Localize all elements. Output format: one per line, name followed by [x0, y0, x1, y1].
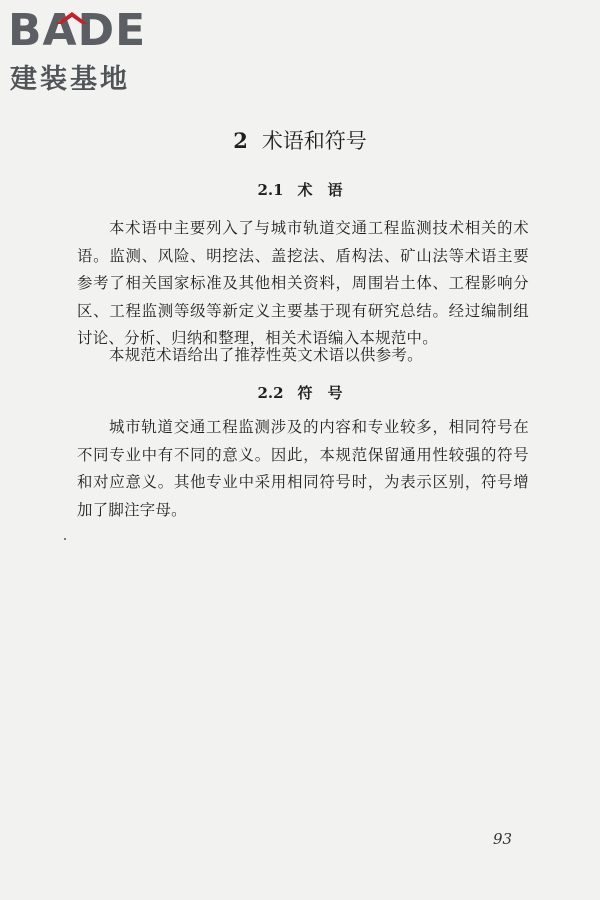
- terms-paragraph-1: 本术语中主要列入了与城市轨道交通工程监测技术相关的术语。监测、风险、明挖法、盖挖法、盾构法、矿山法等术语主要参考了相关国家标准及其他相关资料，周围岩土体、工程影响分区、工程监测等级等新定义主要基于现有研究总结。经过编制组讨论、分析、归纳和整理，相关术语编入本规范中。: [77, 219, 529, 347]
- logo-wordmark: BADE: [8, 5, 147, 56]
- section-heading-terms: [0, 180, 600, 200]
- section-title: 术 语: [297, 181, 343, 199]
- terms-paragraph-2: 本规范术语给出了推荐性英文术语以供参考。: [109, 346, 423, 364]
- chapter-number: 2: [233, 128, 248, 153]
- page-number: 93: [493, 830, 513, 848]
- logo-subtitle: 建装基地: [10, 64, 130, 95]
- chapter-heading: [0, 127, 600, 155]
- publisher-logo: [8, 6, 183, 96]
- logo-accent-mark: [52, 12, 92, 24]
- chapter-title: 术语和符号: [261, 129, 367, 153]
- scan-speck: [64, 538, 66, 540]
- section-number: 2.2: [257, 384, 284, 402]
- section-number: 2.1: [257, 181, 284, 199]
- section-title: 符 号: [297, 384, 343, 402]
- section-heading-symbols: [0, 383, 600, 403]
- symbols-paragraph-1: 城市轨道交通工程监测涉及的内容和专业较多，相同符号在不同专业中有不同的意义。因此，本规范保留通用性较强的符号和对应意义。其他专业中采用相同符号时，为表示区别，符号增加了脚注字母。: [77, 418, 529, 519]
